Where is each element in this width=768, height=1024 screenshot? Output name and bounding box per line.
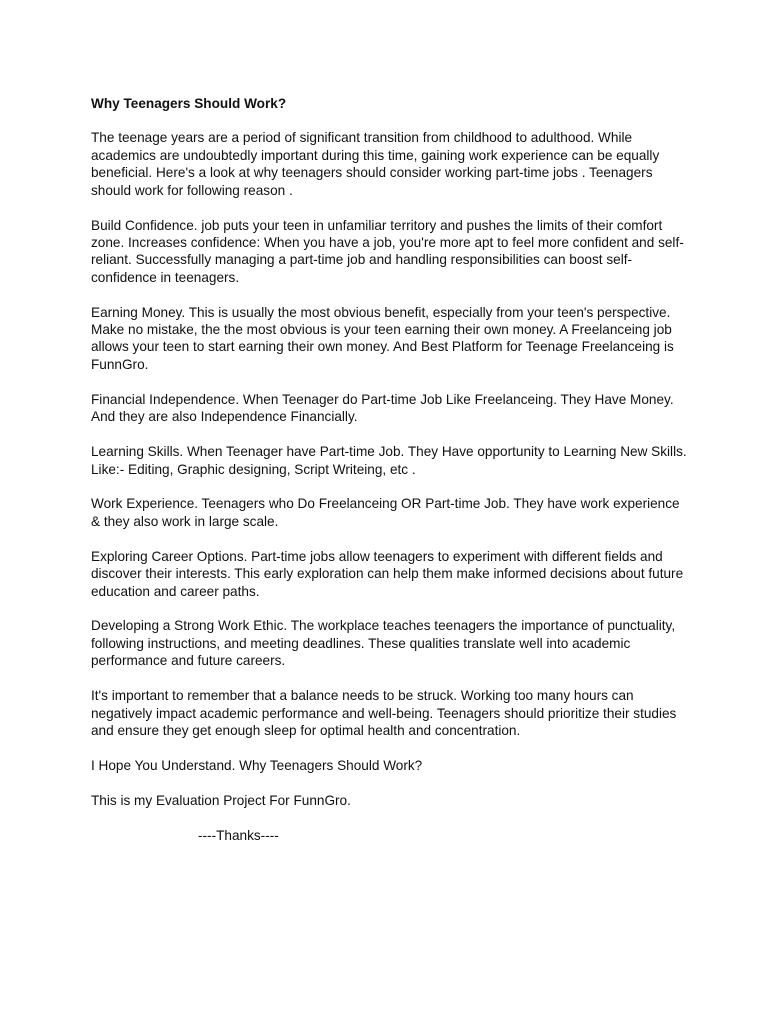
paragraph-learning-skills: Learning Skills. When Teenager have Part-time Job. They Have opportunity to Learning New Skills. Like:- Editing, Graphic designing, Script Writeing, etc . [91,444,687,477]
paragraph-hope-understand: I Hope You Understand. Why Teenagers Should Work? [91,757,423,773]
closing-thanks: ----Thanks---- [198,827,279,843]
paragraph-work-experience: Work Experience. Teenagers who Do Freelanceing OR Part-time Job. They have work experience & they also work in large scale. [91,496,680,529]
paragraph-balance: It's important to remember that a balance needs to be struck. Working too many hours can negatively impact academic performance and well-being. Teenagers should prioritize their studies and ensure they get enough sleep for optimal health and concentration. [91,688,677,738]
paragraph-earning-money: Earning Money. This is usually the most obvious benefit, especially from your teen's perspective. Make no mistake, the the most obvious is your teen earning their own money. A Freelanceing job allows your teen to start earning their own money. And Best Platform for Teenage Freelanceing is FunnGro. [91,304,674,372]
paragraph-build-confidence: Build Confidence. job puts your teen in unfamiliar territory and pushes the limits of their comfort zone. Increases confidence: When you have a job, you're more apt to feel more confident and self-reliant. Successfully managing a part-time job and handling responsibilities can boost self-confidence in teenagers. [91,217,684,285]
paragraph-intro: The teenage years are a period of significant transition from childhood to adulthood. While academics are undoubtedly important during this time, gaining work experience can be equally beneficial. Here's a look at why teenagers should consider working part-time jobs . Teenagers should work for following reason . [91,130,660,198]
document-title: Why Teenagers Should Work? [91,96,287,111]
paragraph-career-options: Exploring Career Options. Part-time jobs allow teenagers to experiment with different fields and discover their interests. This early exploration can help them make informed decisions about future education and career paths. [91,548,684,599]
paragraph-work-ethic: Developing a Strong Work Ethic. The workplace teaches teenagers the importance of punctuality, following instructions, and meeting deadlines. These qualities translate well into academic performance and future careers. [91,618,676,669]
paragraph-evaluation-project: This is my Evaluation Project For FunnGro. [91,792,351,808]
document-body [91,95,691,844]
paragraph-financial-independence: Financial Independence. When Teenager do Part-time Job Like Freelanceing. They Have Money. And they are also Independence Financially. [91,391,674,425]
